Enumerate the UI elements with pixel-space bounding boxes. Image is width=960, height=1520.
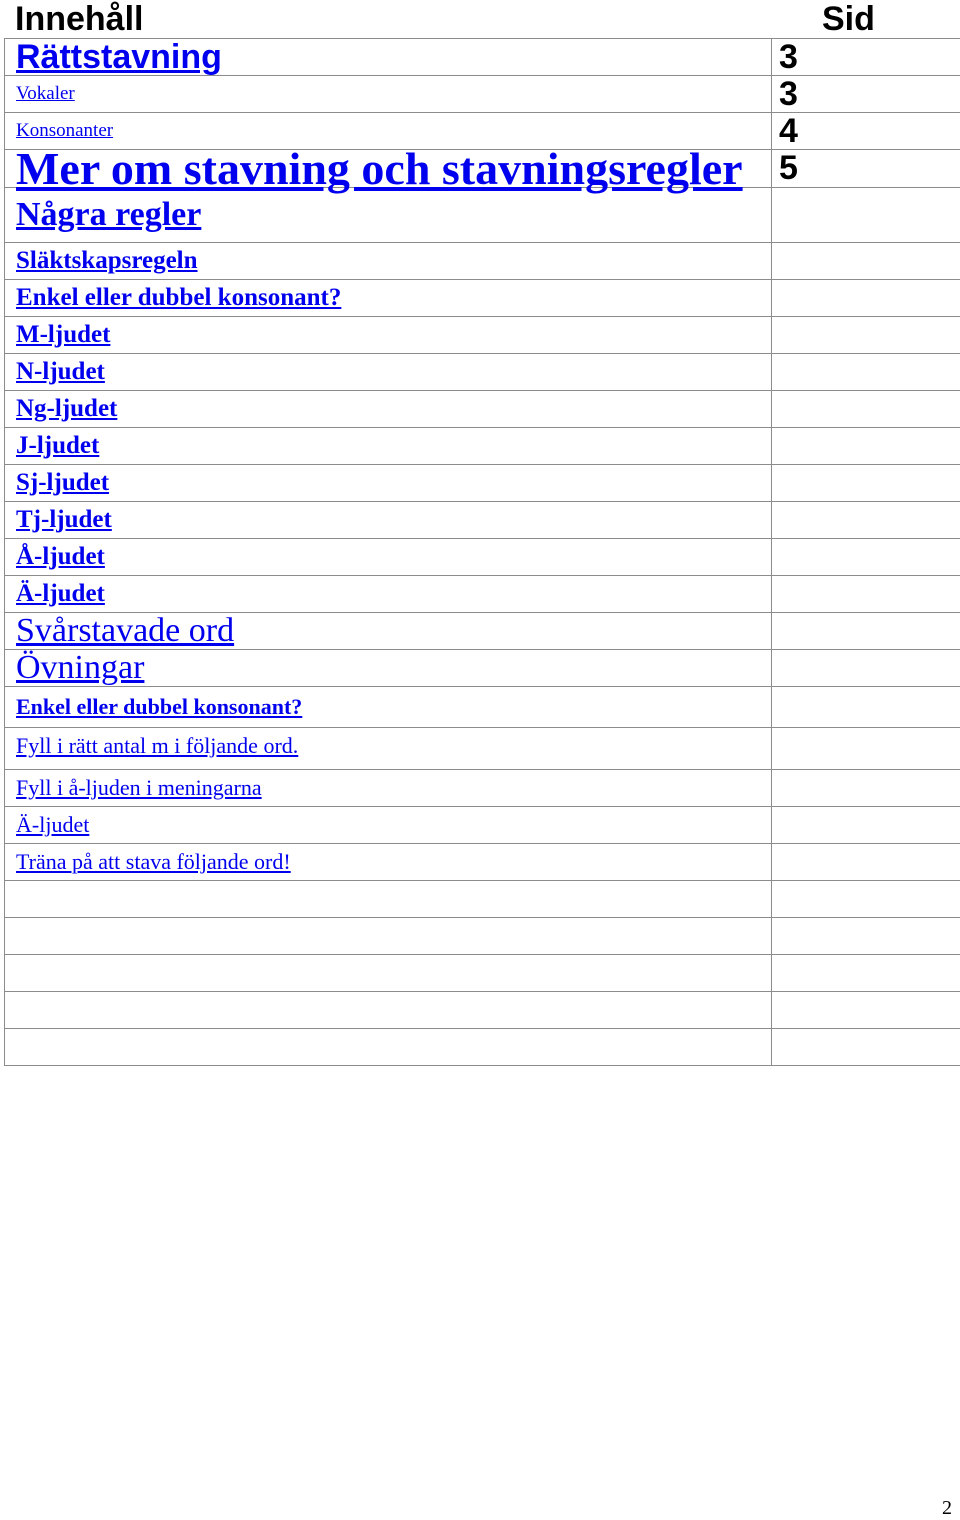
toc-entry-cell	[5, 539, 772, 576]
toc-row	[5, 465, 960, 502]
toc-link[interactable]: Konsonanter	[16, 113, 771, 149]
toc-row	[5, 992, 960, 1029]
empty-cell	[16, 955, 771, 991]
toc-row	[5, 280, 960, 317]
toc-page-cell	[772, 391, 960, 428]
toc-row	[5, 728, 960, 770]
toc-page-cell	[772, 243, 960, 280]
toc-entry-cell	[5, 39, 772, 76]
toc-page-cell	[772, 844, 960, 881]
toc-body	[5, 39, 960, 1066]
toc-page-cell	[772, 687, 960, 728]
toc-page-cell	[772, 539, 960, 576]
toc-entry-cell	[5, 428, 772, 465]
toc-entry-cell	[5, 280, 772, 317]
toc-page-cell	[772, 465, 960, 502]
toc-link[interactable]: Enkel eller dubbel konsonant?	[16, 280, 771, 316]
toc-entry-cell	[5, 576, 772, 613]
toc-page-cell	[772, 76, 960, 113]
toc-entry-cell	[5, 807, 772, 844]
toc-row	[5, 391, 960, 428]
toc-heading: Innehåll	[15, 0, 143, 38]
toc-link[interactable]: Tj-ljudet	[16, 502, 771, 538]
toc-entry-cell	[5, 687, 772, 728]
toc-page-cell	[772, 881, 960, 918]
toc-page-number: 3	[772, 39, 960, 75]
toc-link[interactable]: M-ljudet	[16, 317, 771, 353]
toc-page-cell	[772, 354, 960, 391]
empty-cell	[16, 1029, 771, 1065]
toc-page-cell	[772, 770, 960, 807]
toc-page-cell	[772, 280, 960, 317]
toc-page-cell	[772, 992, 960, 1029]
toc-entry-cell	[5, 188, 772, 243]
toc-page-cell	[772, 502, 960, 539]
empty-cell	[16, 918, 771, 954]
toc-row	[5, 354, 960, 391]
toc-link[interactable]: J-ljudet	[16, 428, 771, 464]
toc-link[interactable]: Sj-ljudet	[16, 465, 771, 501]
toc-entry-cell	[5, 650, 772, 687]
toc-entry-cell	[5, 881, 772, 918]
toc-link[interactable]: Ä-ljudet	[16, 576, 771, 612]
toc-link[interactable]: Ä-ljudet	[16, 807, 771, 843]
toc-row	[5, 502, 960, 539]
toc-row	[5, 770, 960, 807]
toc-page-cell	[772, 188, 960, 243]
toc-entry-cell	[5, 76, 772, 113]
toc-entry-cell	[5, 243, 772, 280]
toc-row	[5, 539, 960, 576]
toc-link[interactable]: Några regler	[16, 188, 771, 242]
toc-page-cell	[772, 650, 960, 687]
toc-entry-cell	[5, 1029, 772, 1066]
toc-page-cell	[772, 39, 960, 76]
toc-page-cell	[772, 728, 960, 770]
toc-row	[5, 881, 960, 918]
toc-row	[5, 76, 960, 113]
toc-link[interactable]: Vokaler	[16, 76, 771, 112]
toc-entry-cell	[5, 317, 772, 354]
toc-page-cell	[772, 428, 960, 465]
toc-link[interactable]: Fyll i rätt antal m i följande ord.	[16, 728, 771, 769]
toc-page-cell	[772, 576, 960, 613]
toc-entry-cell	[5, 502, 772, 539]
toc-entry-cell	[5, 613, 772, 650]
page-number: 2	[942, 1496, 952, 1520]
toc-link[interactable]: Släktskapsregeln	[16, 243, 771, 279]
toc-link[interactable]: Svårstavade ord	[16, 613, 771, 649]
toc-row	[5, 613, 960, 650]
page-column-heading: Sid	[822, 0, 875, 38]
toc-row	[5, 844, 960, 881]
toc-link[interactable]: Å-ljudet	[16, 539, 771, 575]
toc-row	[5, 687, 960, 728]
toc-link[interactable]: Rättstavning	[16, 39, 771, 75]
toc-page-cell	[772, 113, 960, 150]
toc-link[interactable]: Enkel eller dubbel konsonant?	[16, 687, 771, 727]
toc-link[interactable]: Övningar	[16, 650, 771, 686]
toc-row	[5, 650, 960, 687]
toc-link[interactable]: Mer om stavning och stavningsregler	[16, 150, 771, 187]
toc-link[interactable]: N-ljudet	[16, 354, 771, 390]
toc-row	[5, 317, 960, 354]
toc-row	[5, 243, 960, 280]
toc-entry-cell	[5, 992, 772, 1029]
toc-row	[5, 39, 960, 76]
toc-row	[5, 576, 960, 613]
toc-row	[5, 188, 960, 243]
toc-page-cell	[772, 955, 960, 992]
toc-entry-cell	[5, 465, 772, 502]
toc-entry-cell	[5, 770, 772, 807]
toc-page-number: 5	[772, 150, 960, 186]
empty-cell	[16, 992, 771, 1028]
toc-entry-cell	[5, 844, 772, 881]
empty-cell	[16, 881, 771, 917]
toc-link[interactable]: Fyll i å-ljuden i meningarna	[16, 770, 771, 806]
toc-row	[5, 955, 960, 992]
toc-page-number: 3	[772, 76, 960, 112]
toc-table	[4, 38, 960, 1066]
toc-entry-cell	[5, 150, 772, 188]
toc-entry-cell	[5, 391, 772, 428]
toc-row	[5, 428, 960, 465]
toc-entry-cell	[5, 354, 772, 391]
toc-page-cell	[772, 613, 960, 650]
toc-row	[5, 918, 960, 955]
toc-page-cell	[772, 918, 960, 955]
toc-entry-cell	[5, 955, 772, 992]
toc-link[interactable]: Ng-ljudet	[16, 391, 771, 427]
toc-row	[5, 807, 960, 844]
toc-page-cell	[772, 807, 960, 844]
toc-row	[5, 150, 960, 188]
toc-entry-cell	[5, 728, 772, 770]
toc-page-cell	[772, 1029, 960, 1066]
toc-row	[5, 1029, 960, 1066]
toc-page-cell	[772, 317, 960, 354]
toc-page-cell	[772, 150, 960, 188]
toc-page-number: 4	[772, 113, 960, 149]
toc-entry-cell	[5, 918, 772, 955]
toc-link[interactable]: Träna på att stava följande ord!	[16, 844, 771, 880]
